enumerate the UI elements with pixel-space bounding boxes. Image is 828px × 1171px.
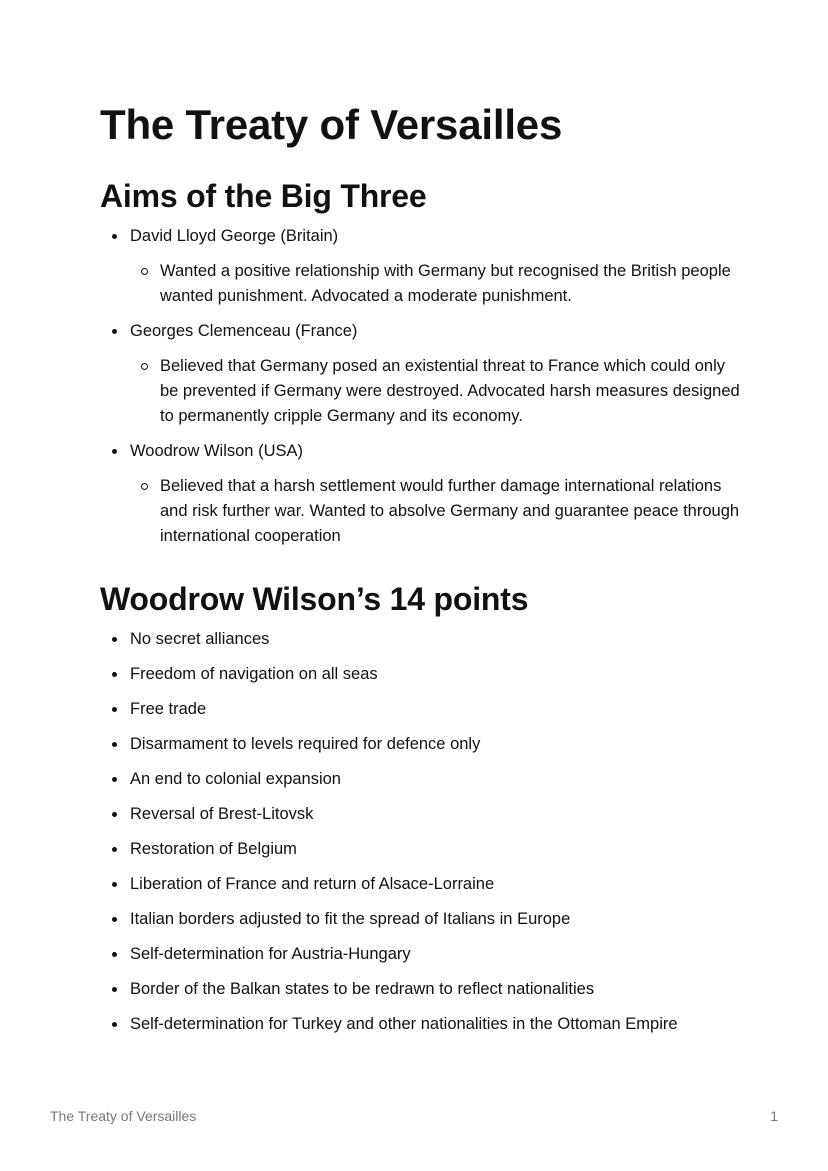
sub-list — [130, 354, 740, 429]
list-item-text: David Lloyd George (Britain) — [130, 227, 339, 245]
hollow-bullet-icon — [141, 483, 148, 490]
list-item-text: Self-determination for Austria-Hungary — [130, 945, 411, 963]
sub-list-item — [130, 474, 740, 549]
bullet-icon — [112, 329, 117, 334]
list-item — [100, 662, 740, 687]
list-item-text: Liberation of France and return of Alsace-Lorraine — [130, 875, 495, 893]
list-item-text: Reversal of Brest-Litovsk — [130, 805, 314, 823]
bullet-icon — [112, 449, 117, 454]
list-item — [100, 439, 740, 549]
bullet-icon — [112, 637, 117, 642]
list-item — [100, 627, 740, 652]
bullet-icon — [112, 917, 117, 922]
list-item-text: Border of the Balkan states to be redrawn to reflect nationalities — [130, 980, 595, 998]
list-item — [100, 802, 740, 827]
footer-document-title: The Treaty of Versailles — [50, 1108, 197, 1124]
list-item — [100, 907, 740, 932]
sub-list-item-text: Believed that Germany posed an existential threat to France which could only be prevented if Germany were destroyed. Advocated harsh measures designed to permanently cripple Germany and its economy. — [160, 357, 740, 425]
list-item — [100, 767, 740, 792]
bullet-icon — [112, 812, 117, 817]
footer-page-number: 1 — [770, 1108, 778, 1124]
list-item-text: Free trade — [130, 700, 207, 718]
list-item-text: Italian borders adjusted to fit the spread of Italians in Europe — [130, 910, 571, 928]
list-item-text: Self-determination for Turkey and other nationalities in the Ottoman Empire — [130, 1015, 678, 1033]
list-item — [100, 732, 740, 757]
sub-list-item — [130, 354, 740, 429]
bullet-icon — [112, 234, 117, 239]
list-item-text: Woodrow Wilson (USA) — [130, 442, 303, 460]
big-three-list — [100, 224, 740, 549]
list-item-text: Georges Clemenceau (France) — [130, 322, 358, 340]
fourteen-points-list — [100, 627, 740, 1037]
list-item — [100, 697, 740, 722]
bullet-icon — [112, 952, 117, 957]
hollow-bullet-icon — [141, 268, 148, 275]
sub-list — [130, 474, 740, 549]
list-item — [100, 942, 740, 967]
list-item-text: Restoration of Belgium — [130, 840, 297, 858]
sub-list — [130, 259, 740, 309]
list-item-text: Freedom of navigation on all seas — [130, 665, 378, 683]
bullet-icon — [112, 1022, 117, 1027]
list-item — [100, 319, 740, 429]
sub-list-item — [130, 259, 740, 309]
bullet-icon — [112, 672, 117, 677]
list-item — [100, 872, 740, 897]
document-page — [100, 96, 740, 1047]
list-item — [100, 977, 740, 1002]
list-item-text: Disarmament to levels required for defence only — [130, 735, 481, 753]
bullet-icon — [112, 707, 117, 712]
section-heading-big-three: Aims of the Big Three — [100, 178, 427, 214]
bullet-icon — [112, 882, 117, 887]
list-item-text: No secret alliances — [130, 630, 270, 648]
bullet-icon — [112, 987, 117, 992]
list-item — [100, 224, 740, 309]
bullet-icon — [112, 777, 117, 782]
section-heading-fourteen-points: Woodrow Wilson’s 14 points — [100, 581, 529, 617]
hollow-bullet-icon — [141, 363, 148, 370]
list-item — [100, 1012, 740, 1037]
sub-list-item-text: Believed that a harsh settlement would further damage international relations and risk further war. Wanted to absolve Germany and guarantee peace through international cooperation — [160, 477, 740, 545]
bullet-icon — [112, 742, 117, 747]
list-item-text: An end to colonial expansion — [130, 770, 341, 788]
list-item — [100, 837, 740, 862]
sub-list-item-text: Wanted a positive relationship with Germany but recognised the British people wanted punishment. Advocated a moderate punishment. — [160, 262, 731, 305]
bullet-icon — [112, 847, 117, 852]
document-title: The Treaty of Versailles — [100, 101, 563, 148]
